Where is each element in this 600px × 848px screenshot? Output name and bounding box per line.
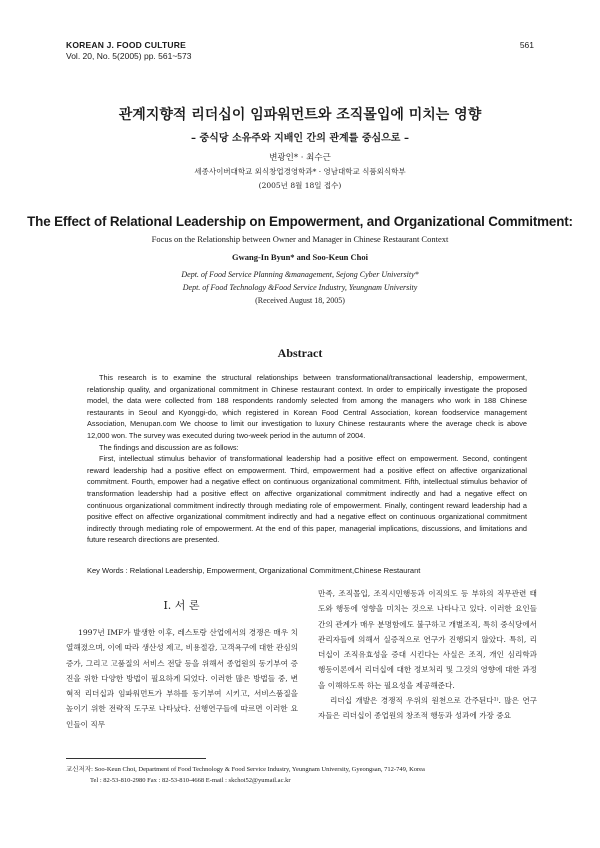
- affiliation-1: Dept. of Food Service Planning &management, Sejong Cyber University*: [181, 270, 419, 279]
- english-authors: Gwang-In Byun* and Soo-Keun Choi: [231, 252, 369, 262]
- section-heading: I. 서 론: [163, 599, 200, 612]
- volume-info: Vol. 20, No. 5(2005) pp. 561~573: [66, 51, 192, 61]
- korean-authors: 변광인* · 최수근: [269, 153, 331, 163]
- corresponding-author-footnote: [66, 764, 546, 786]
- abstract-paragraph: First, intellectual stimulus behavior of transformational leadership had a positive effect on empowerment. Second, contingent reward leadership had a positive effect on empowerment. Third, empowerment had a positive effect on affective organizational commitment. Fourth, empower had a negative effect on continuous organizational commitment. Fifth, intellectual stimulus behavior of transformation leadership had a positive effect on affective organizational commitment indirectly and had a negative effect on continuous organizational commitment indirectly through mediating role of empowerment. Finally, contingent reward leadership had a positive effect on affective organizational commitment indirectly and had a negative effect on continuous organizational commitment indirectly through mediating role of empowerment. At the end of this paper, managerial implications, discussions, and limitations and future research directions are presented.: [87, 454, 527, 545]
- footnote-line: 교신저자: Soo-Keun Choi, Department of Food Technology & Food Service Industry, Yeungnam University, Gyeongsan, 712-749, Korea: [66, 766, 425, 773]
- english-subtitle: Focus on the Relationship between Owner and Manager in Chinese Restaurant Context: [151, 234, 449, 244]
- english-received-date: (Received August 18, 2005): [255, 296, 345, 305]
- korean-subtitle: – 중식당 소유주와 지배인 간의 관계를 중심으로 –: [191, 133, 409, 144]
- abstract-paragraph: This research is to examine the structural relationships between transformational/transactional leadership, empowerment, relationship quality, and organizational commitment in Chinese restaurant context. In order to empirically investigate the proposed model, the data were collected from 188 respondents randomly selected from among the managers who work in 188 Chinese restaurants in Seoul and Kyonggi-do, which registered in Korean Food Central Association, korean foodservice management Association, Menupan.com We choose to limit our investigation to luxury Chinese restaurants where the average check is above 12,000 won. The survey was executed during two-week period in the autumn of 2004.: [87, 373, 527, 440]
- journal-header: [66, 40, 191, 62]
- footnote-contact: Tel : 82-53-810-2980 Fax : 82-53-810-4668 E-mail : skchoi52@yumail.ac.kr: [90, 777, 291, 784]
- journal-name: KOREAN J. FOOD CULTURE: [66, 40, 186, 50]
- keywords: Key Words : Relational Leadership, Empowerment, Organizational Commitment,Chinese Restaurant: [87, 566, 421, 575]
- body-paragraph: 리더십 개발은 경쟁적 우위의 원천으로 간주된다¹⁾. 많은 연구자들은 리더십이 종업원의 창조적 행동과 성과에 가장 중요: [318, 696, 537, 721]
- abstract-body: [87, 372, 527, 546]
- body-column-right: [318, 586, 537, 724]
- body-paragraph: 1997년 IMF가 발생한 이후, 레스토랑 산업에서의 경쟁은 매우 치열해졌으며, 이에 따라 생산성 제고, 비용절감, 고객욕구에 대한 관심의 증가, 그리고 고품질의 서비스 전달 등을 위해서 종업원의 동기부여 증진을 위한 다양한 방법이 필요하게 되었다. 이러한 많은 방법들 중, 변혁적 리더십과 임파워먼트가 부하를 동기부여 시키고, 서비스품질을 높이기 위한 전략적 도구로 나타났다. 선행연구들에 따르면 이러한 요인들이 직무: [66, 628, 298, 729]
- footnote-divider: [66, 758, 206, 759]
- english-affiliations: [0, 268, 600, 294]
- body-paragraph: 만족, 조직몰입, 조직시민행동과 이직의도 등 부하의 직무관련 태도와 행동에 영향을 미치는 것으로 나타나고 있다. 이러한 요인들 간의 관계가 매우 분명함에도 불구하고 개별조직, 특히 중식당에서 관리자들에 의해서 실증적으로 연구가 진행되지 않았다. 특히, 리더십이 조직유효성을 증대 시킨다는 사실은 조직, 개인 심리학과 행동이론에서 리더십에 대한 정보처리 및 그것의 영향에 대한 과정을 이해하도록 하는 필요성을 제공해준다.: [318, 589, 537, 690]
- page-number: 561: [519, 40, 534, 50]
- affiliation-2: Dept. of Food Technology &Food Service Industry, Yeungnam University: [182, 283, 418, 292]
- korean-received-date: (2005년 8월 18일 접수): [258, 181, 342, 190]
- abstract-heading: Abstract: [277, 346, 323, 360]
- abstract-paragraph: The findings and discussion are as follows:: [99, 442, 239, 452]
- korean-title: 관계지향적 리더십이 임파워먼트와 조직몰입에 미치는 영향: [118, 107, 482, 123]
- english-title: The Effect of Relational Leadership on Empowerment, and Organizational Commitment:: [27, 214, 573, 229]
- body-column-left: [66, 625, 298, 732]
- korean-affiliation: 세종사이버대학교 외식창업경영학과* · 영남대학교 식품외식학부: [194, 167, 406, 176]
